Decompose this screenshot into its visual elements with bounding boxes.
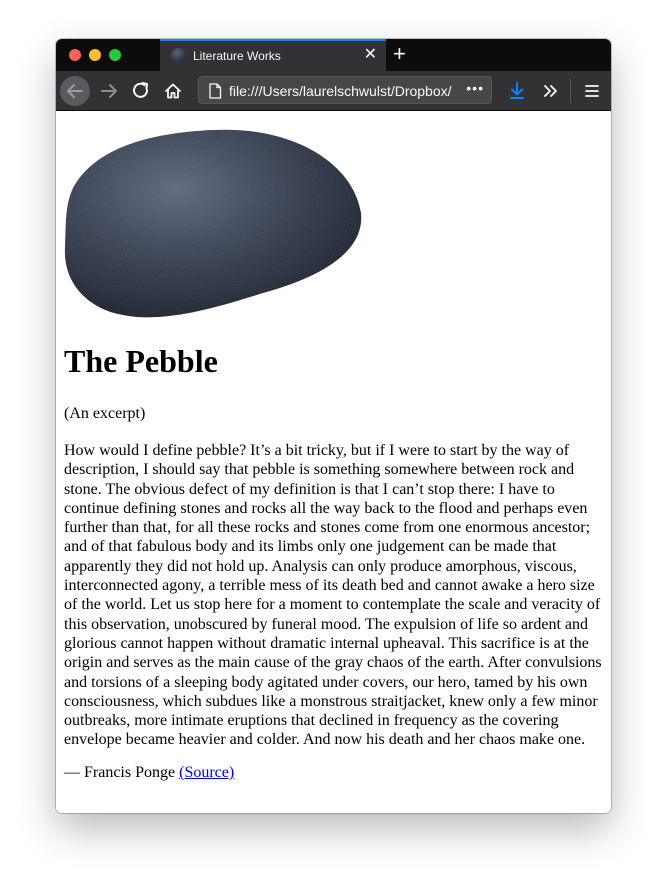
tab-close-icon[interactable]: ✕ bbox=[363, 46, 377, 63]
tab-literature-works[interactable] bbox=[160, 39, 386, 71]
page-title: The Pebble bbox=[64, 343, 218, 379]
address-bar[interactable] bbox=[198, 76, 492, 104]
pebble-favicon-icon bbox=[171, 48, 186, 62]
new-tab-button[interactable]: + bbox=[393, 41, 406, 66]
downloads-button[interactable] bbox=[502, 76, 532, 106]
reload-icon bbox=[126, 76, 156, 106]
excerpt-paragraph: How would I define pebble? It’s a bit tricky, but if I were to start by the way of description, I should say that pebble is something somewhere between rock and stone. The obvious defect of my definition is that I can’t stop there: I have to continue defining stones and rocks all the way back to the flood and perhaps even further than that, for all these rocks and stones come from one enormous ancestor; and of that fabulous body and its limbs only one judgement can be made that apparently they did not hold up. Analysis can only produce amorphous, viscous, interconnected agony, a terrible mess of its death bed and cannot awake a hero size of the world. Let us stop here for a moment to contemplate the scale and veracity of this observation, unobscured by funeral mood. The expulsion of life so ardent and glorious cannot happen without dramatic internal upheaval. This sacrifice is at the origin and serves as the main cause of the gray chaos of the earth. After convulsions and torsions of a sleeping body agitated under covers, our hero, tamed by his own consciousness, which subdues like a monstrous straitjacket, knew only a few minor outbreaks, more intimate eruptions that declined in frequency as the covering envelope became heavier and colder. And now his death and her chaos make one. bbox=[64, 442, 602, 749]
forward-button[interactable] bbox=[94, 76, 124, 106]
overflow-menu-button[interactable] bbox=[536, 76, 566, 106]
pebble-image bbox=[63, 123, 363, 319]
tab-bar bbox=[56, 39, 611, 71]
app-menu-button[interactable] bbox=[577, 76, 607, 106]
page-content bbox=[56, 111, 611, 813]
navigation-toolbar bbox=[56, 71, 611, 111]
home-icon bbox=[158, 76, 188, 106]
window-minimize-button[interactable] bbox=[89, 49, 101, 61]
reload-button[interactable] bbox=[126, 76, 156, 106]
page-subtitle: (An excerpt) bbox=[64, 405, 146, 422]
browser-window bbox=[56, 39, 611, 813]
toolbar-divider bbox=[570, 79, 571, 103]
source-link[interactable]: (Source) bbox=[179, 764, 235, 781]
back-arrow-icon bbox=[60, 76, 90, 106]
forward-arrow-icon bbox=[94, 76, 124, 106]
attribution bbox=[64, 764, 234, 782]
author-credit: — Francis Ponge bbox=[64, 764, 180, 781]
window-maximize-button[interactable] bbox=[109, 49, 121, 61]
back-button[interactable] bbox=[60, 76, 90, 106]
page-actions-button[interactable]: ••• bbox=[466, 80, 484, 96]
download-icon bbox=[502, 76, 532, 106]
tab-title: Literature Works bbox=[193, 49, 281, 63]
overflow-chevron-icon bbox=[536, 76, 566, 106]
url-text[interactable]: file:///Users/laurelschwulst/Dropbox/ bbox=[229, 83, 452, 99]
home-button[interactable] bbox=[158, 76, 188, 106]
hamburger-menu-icon bbox=[577, 76, 607, 106]
page-icon bbox=[208, 83, 222, 99]
window-close-button[interactable] bbox=[69, 49, 81, 61]
